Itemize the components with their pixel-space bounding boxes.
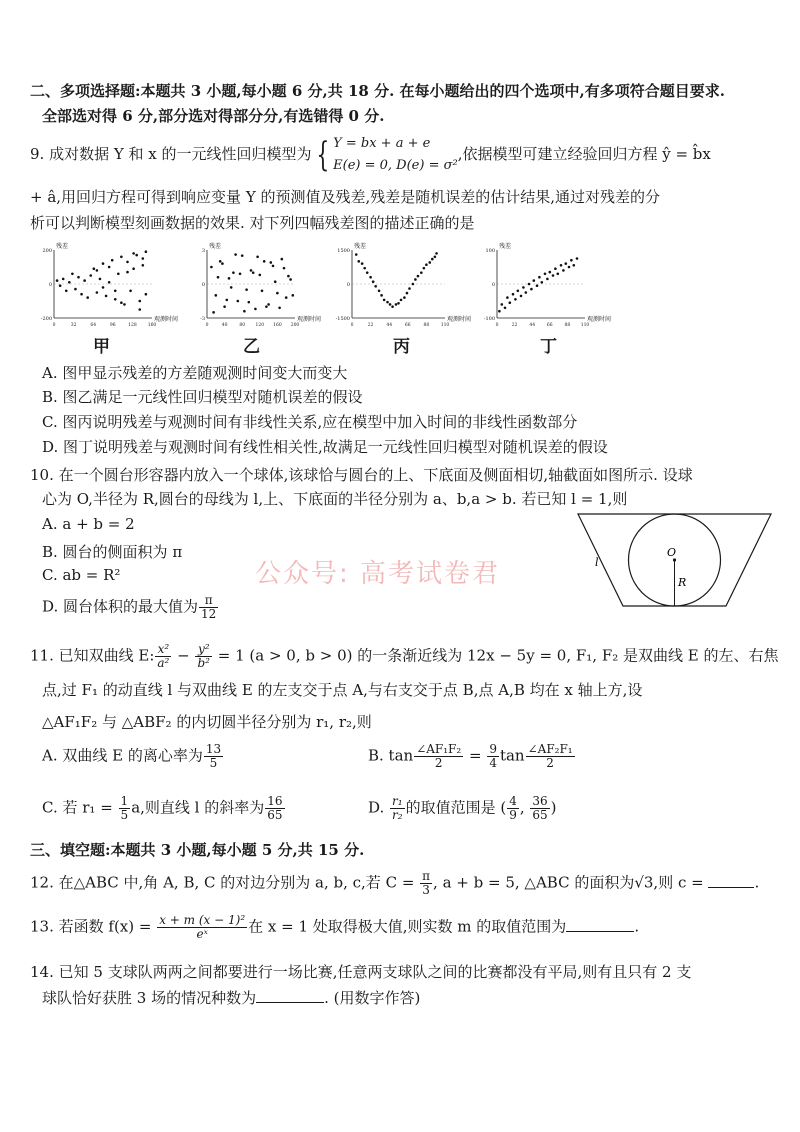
- q11-option-b: [368, 743, 576, 770]
- q14-answer-blank[interactable]: [256, 988, 324, 1003]
- data-point: [528, 283, 531, 286]
- q11-frac-y-den: b²: [197, 656, 210, 670]
- q11-option-c-mid: a,则直线 l 的斜率为: [131, 798, 265, 817]
- data-point: [212, 311, 215, 314]
- x-tick-label: 160: [147, 323, 157, 328]
- data-point: [210, 266, 213, 269]
- x-tick-label: 0: [52, 323, 56, 328]
- q11-option-c-n2: 16: [267, 794, 283, 808]
- x-axis-label: 观测时间: [587, 316, 612, 323]
- x-tick-label: 22: [511, 323, 518, 328]
- q11-option-b-tan2: tan: [499, 746, 525, 765]
- data-point: [102, 262, 105, 265]
- data-point: [434, 256, 437, 259]
- x-tick-label: 64: [90, 323, 97, 328]
- residual-plot-yi: [185, 240, 325, 332]
- x-tick-label: 96: [109, 323, 116, 328]
- data-point: [105, 295, 108, 298]
- q11-option-d-mid: 的取值范围是 (: [405, 798, 507, 817]
- data-point: [117, 273, 120, 276]
- q10-option-b: B. 圆台的侧面积为 π: [42, 543, 183, 561]
- y-tick-label: 200: [42, 248, 52, 254]
- x-tick-label: 66: [546, 323, 553, 328]
- data-point: [65, 290, 68, 293]
- q9-option-c: C. 图丙说明残差与观测时间有非线性关系,应在模型中加入时间的非线性函数部分: [42, 413, 578, 431]
- section3-title: 三、填空题:本题共 3 小题,每小题 5 分,共 15 分.: [30, 841, 365, 859]
- data-point: [99, 278, 102, 281]
- x-tick-label: 80: [239, 323, 246, 328]
- data-point: [562, 269, 565, 272]
- data-point: [93, 267, 96, 270]
- q11-option-d-d2: 9: [509, 808, 517, 822]
- q14-stem-line1: 14. 已知 5 支球队两两之间都要进行一场比赛,任意两支球队之间的比赛都没有平局,则有且只有 2 支: [30, 963, 692, 981]
- data-point: [265, 305, 268, 308]
- data-point: [428, 261, 431, 264]
- q11-option-b-n3: ∠AF₂F₁: [527, 742, 573, 756]
- q12-text-pre: 12. 在△ABC 中,角 A, B, C 的对边分别为 a, b, c,若 C =: [30, 873, 420, 892]
- x-tick-label: 66: [404, 323, 411, 328]
- q9-eq2: E(e) = 0, D(e) = σ²: [333, 158, 458, 173]
- x-tick-label: 200: [290, 323, 300, 328]
- data-point: [276, 292, 279, 295]
- data-point: [226, 299, 229, 302]
- data-point: [114, 290, 117, 293]
- data-point: [114, 298, 117, 301]
- y-tick-label: 0: [491, 282, 495, 288]
- data-point: [536, 284, 539, 287]
- q9-system: [333, 133, 458, 177]
- data-point: [243, 310, 246, 313]
- data-point: [417, 275, 420, 278]
- data-point: [281, 258, 284, 261]
- data-point: [292, 294, 295, 297]
- q13-text-pre: 13. 若函数 f(x) =: [30, 917, 157, 936]
- q11-minus: −: [172, 646, 195, 665]
- data-point: [538, 276, 541, 279]
- q11-option-d-frac3: [530, 795, 549, 822]
- q11-option-a: [42, 743, 224, 770]
- residual-plot-jia: [32, 240, 182, 332]
- q11-frac-x: [155, 643, 171, 670]
- data-point: [102, 286, 105, 289]
- data-point: [501, 303, 504, 306]
- q14-stem-line2: [42, 987, 420, 1008]
- q11-option-b-frac2: [487, 743, 499, 770]
- label-R: R: [678, 576, 687, 589]
- q11-frac-y-num: y²: [195, 643, 212, 657]
- q9-after: ,依据模型可建立经验回归方程 ŷ = b̂x: [457, 145, 711, 163]
- data-point: [520, 295, 523, 298]
- data-point: [256, 256, 259, 259]
- data-point: [389, 303, 392, 306]
- data-point: [270, 261, 273, 264]
- data-point: [138, 308, 141, 311]
- data-point: [232, 271, 235, 274]
- data-point: [504, 307, 507, 310]
- x-tick-label: 0: [205, 323, 209, 328]
- data-point: [145, 250, 148, 253]
- data-point: [250, 269, 253, 272]
- data-point: [380, 294, 383, 297]
- data-point: [217, 276, 220, 279]
- q12-den: 3: [422, 883, 430, 897]
- data-point: [274, 280, 277, 283]
- q11-option-d-n2: 4: [509, 794, 517, 808]
- q10-option-d: [42, 594, 219, 621]
- data-point: [374, 285, 377, 288]
- data-point: [285, 296, 288, 299]
- q11-option-c: [42, 795, 286, 822]
- data-point: [383, 299, 386, 302]
- data-point: [576, 257, 579, 260]
- q9-option-d: D. 图丁说明残差与观测时间有线性相关性,故满足一元线性回归模型对随机误差的假设: [42, 438, 608, 456]
- data-point: [498, 310, 501, 313]
- data-point: [62, 278, 65, 281]
- q13-end: .: [634, 917, 640, 936]
- q11-option-d-text: D.: [368, 798, 390, 817]
- q9-stem-line3: 析可以判断模型刻画数据的效果. 对下列四幅残差图的描述正确的是: [30, 214, 475, 232]
- q9-eq1: Y = bx + a + e: [333, 136, 431, 151]
- data-point: [108, 281, 111, 284]
- data-point: [546, 278, 549, 281]
- q11-option-b-text: B. tan: [368, 746, 414, 765]
- q11-option-c-d1: 5: [120, 808, 129, 822]
- x-tick-label: 120: [255, 323, 265, 328]
- data-point: [369, 276, 372, 279]
- data-point: [77, 276, 80, 279]
- q11-frac-y: [195, 643, 212, 670]
- q11-option-b-d1: 2: [434, 756, 443, 770]
- q12-num: π: [422, 869, 431, 883]
- q11-option-b-d3: 2: [546, 756, 554, 770]
- q11-option-d-end: ): [550, 798, 557, 817]
- data-point: [96, 291, 99, 294]
- y-tick-label: 0: [346, 282, 350, 288]
- q11-stem-line2: 点,过 F₁ 的动直线 l 与双曲线 E 的左支交于点 A,与右支交于点 B,点 A,B 均在 x 轴上方,设: [42, 681, 643, 699]
- residual-plot-ding: [475, 240, 615, 332]
- data-point: [541, 281, 544, 284]
- q11-option-a-fraction: [204, 743, 223, 770]
- x-tick-label: 88: [423, 323, 430, 328]
- data-point: [363, 267, 366, 270]
- y-axis-label: 残差: [354, 243, 367, 250]
- data-point: [278, 307, 281, 310]
- data-point: [261, 290, 264, 293]
- data-point: [357, 260, 360, 263]
- data-point: [509, 301, 512, 304]
- data-point: [391, 305, 394, 308]
- x-tick-label: 0: [495, 323, 499, 328]
- data-point: [138, 300, 141, 303]
- data-point: [554, 267, 557, 270]
- data-point: [71, 273, 74, 276]
- x-axis-label: 观测时间: [154, 316, 179, 323]
- q11-option-c-n1: 1: [120, 794, 129, 808]
- data-point: [111, 259, 114, 262]
- q11-rest1: = 1 (a > 0, b > 0) 的一条渐近线为 12x − 5y = 0, F₁, F₂ 是双曲线 E 的左、右焦: [212, 646, 779, 665]
- data-point: [560, 264, 563, 267]
- data-point: [414, 278, 417, 281]
- data-point: [142, 264, 145, 267]
- section2-title-line2: 全部选对得 6 分,部分选对得部分分,有选错得 0 分.: [42, 107, 385, 125]
- data-point: [378, 290, 381, 293]
- x-axis-label: 观测时间: [297, 316, 322, 323]
- data-point: [403, 296, 406, 299]
- q11-option-c-frac2: [265, 795, 284, 822]
- q10-option-c: C. ab = R²: [42, 566, 121, 584]
- q11-option-c-frac1: [119, 795, 131, 822]
- data-point: [74, 288, 77, 291]
- data-point: [254, 308, 257, 311]
- data-point: [89, 274, 92, 277]
- x-tick-label: 160: [273, 323, 282, 328]
- data-point: [120, 301, 123, 304]
- q11-option-b-eq: =: [464, 746, 487, 765]
- data-point: [215, 294, 218, 297]
- data-point: [283, 267, 286, 270]
- y-axis-label: 残差: [56, 243, 69, 250]
- data-point: [530, 288, 533, 291]
- q9-option-a: A. 图甲显示残差的方差随观测时间变大而变大: [42, 364, 348, 382]
- q10-stem-line1: 10. 在一个圆台形容器内放入一个球体,该球恰与圆台的上、下底面及侧面相切,轴截面如图所示. 设球: [30, 466, 693, 484]
- q13-fraction: [157, 914, 247, 941]
- q12-stem: [30, 870, 759, 897]
- q9-option-b: B. 图乙满足一元线性回归模型对随机误差的假设: [42, 388, 363, 406]
- q11-option-c-d2: 65: [267, 808, 283, 822]
- q10-option-d-text: D. 圆台体积的最大值为: [42, 597, 199, 616]
- data-point: [522, 286, 525, 289]
- data-point: [129, 290, 132, 293]
- q12-answer-blank[interactable]: [708, 873, 754, 888]
- y-tick-label: -100: [483, 316, 495, 322]
- q13-den: eˣ: [196, 927, 208, 941]
- y-axis-label: 残差: [499, 243, 512, 250]
- q11-option-d-n3: 36: [532, 794, 548, 808]
- y-tick-label: -200: [40, 316, 52, 322]
- data-point: [568, 266, 571, 269]
- watermark: 公众号: 高考试卷君: [255, 559, 501, 589]
- q11-option-c-text: C. 若 r₁ =: [42, 798, 118, 817]
- y-tick-label: 0: [48, 282, 52, 288]
- q11-option-b-d2: 4: [489, 756, 497, 770]
- data-point: [241, 254, 244, 257]
- data-point: [221, 262, 224, 265]
- plot-caption-ding: 丁: [540, 337, 557, 357]
- data-point: [552, 274, 555, 277]
- data-point: [400, 299, 403, 302]
- q11-option-a-den: 5: [209, 756, 218, 770]
- x-tick-label: 44: [386, 323, 393, 328]
- q11-option-b-n2: 9: [489, 742, 497, 756]
- data-point: [512, 293, 515, 296]
- data-point: [132, 267, 135, 270]
- q10-option-d-num: π: [199, 594, 218, 608]
- q12-fraction: [420, 870, 432, 897]
- plot-caption-jia: 甲: [93, 337, 110, 357]
- x-tick-label: 88: [564, 323, 571, 328]
- q13-stem: [30, 914, 639, 941]
- data-point: [263, 260, 266, 263]
- data-point: [570, 259, 573, 262]
- data-point: [68, 281, 71, 284]
- y-tick-label: -3: [200, 316, 205, 322]
- x-tick-label: 44: [529, 323, 536, 328]
- q10-option-d-fraction: [199, 594, 218, 621]
- plot-caption-bing: 丙: [393, 337, 410, 357]
- y-tick-label: -1500: [335, 316, 350, 322]
- q14-text-post: . (用数字作答): [324, 989, 421, 1007]
- data-point: [108, 266, 111, 269]
- q13-answer-blank[interactable]: [566, 917, 634, 932]
- q11-frac-x-num: x²: [155, 643, 171, 657]
- data-point: [420, 271, 423, 274]
- q11-option-d: [368, 795, 557, 822]
- data-point: [423, 267, 426, 270]
- data-point: [395, 303, 398, 306]
- y-axis-label: 残差: [209, 243, 222, 250]
- data-point: [533, 279, 536, 282]
- q14-text-pre: 球队恰好获胜 3 场的情况种数为: [42, 989, 257, 1007]
- data-point: [386, 301, 389, 304]
- q11-option-d-d1: r₂: [392, 808, 403, 822]
- data-point: [355, 253, 358, 256]
- q11-option-d-comma: ,: [519, 798, 530, 817]
- data-point: [135, 254, 138, 257]
- data-point: [56, 279, 59, 282]
- frustum-sphere-figure: [575, 510, 775, 610]
- data-point: [126, 261, 129, 264]
- data-point: [228, 277, 231, 280]
- data-point: [549, 271, 552, 274]
- data-point: [361, 262, 364, 265]
- q11-option-a-text: A. 双曲线 E 的离心率为: [42, 746, 203, 765]
- y-tick-label: 0: [201, 282, 205, 288]
- q10-option-d-den: 12: [201, 607, 217, 621]
- data-point: [248, 301, 251, 304]
- data-point: [397, 302, 400, 305]
- q11-option-b-frac1: [414, 743, 463, 770]
- data-point: [514, 298, 517, 301]
- q10-option-a: A. a + b = 2: [42, 515, 135, 533]
- x-tick-label: 22: [367, 323, 374, 328]
- data-point: [145, 293, 148, 296]
- data-point: [565, 262, 568, 265]
- y-tick-label: 3: [201, 248, 205, 254]
- plot-caption-yi: 乙: [243, 337, 260, 357]
- data-point: [525, 291, 528, 294]
- data-point: [252, 271, 255, 274]
- x-tick-label: 32: [70, 323, 77, 328]
- data-point: [234, 253, 237, 256]
- q11-option-a-num: 13: [205, 742, 222, 756]
- data-point: [406, 292, 409, 295]
- data-point: [272, 265, 275, 268]
- data-point: [267, 303, 270, 306]
- data-point: [59, 284, 62, 287]
- residual-plot-bing: [330, 240, 475, 332]
- data-point: [289, 278, 292, 281]
- data-point: [431, 258, 434, 261]
- q11-option-d-n1: r₁: [392, 794, 403, 808]
- data-point: [80, 293, 83, 296]
- data-point: [259, 274, 262, 277]
- data-point: [412, 283, 415, 286]
- data-point: [372, 280, 375, 283]
- q11-option-b-frac3: [526, 743, 575, 770]
- data-point: [425, 263, 428, 266]
- data-point: [83, 279, 86, 282]
- q11-stem-line1: [30, 643, 779, 670]
- data-point: [230, 286, 233, 289]
- x-axis-label: 观测时间: [447, 316, 472, 323]
- data-point: [219, 260, 222, 263]
- data-point: [86, 296, 89, 299]
- q9-brace: {: [315, 135, 329, 175]
- q12-text-post: , a + b = 5, △ABC 的面积为√3,则 c =: [433, 873, 709, 892]
- data-point: [223, 305, 226, 308]
- q13-num: x + m (x − 1)²: [159, 913, 246, 927]
- data-point: [517, 290, 520, 293]
- y-tick-label: 100: [485, 248, 495, 254]
- q13-text-post: 在 x = 1 处取得极大值,则实数 m 的取值范围为: [248, 917, 567, 936]
- q10-stem-line2: 心为 O,半径为 R,圆台的母线为 l,上、下底面的半径分别为 a、b,a > b. 若已知 l = 1,则: [42, 490, 628, 508]
- data-point: [239, 273, 242, 276]
- q11-option-d-d3: 65: [532, 808, 548, 822]
- label-l: l: [595, 556, 599, 569]
- q11-option-d-frac1: [390, 795, 405, 822]
- data-point: [142, 257, 145, 260]
- data-point: [132, 252, 135, 255]
- data-point: [557, 273, 560, 276]
- data-point: [126, 271, 129, 274]
- data-point: [120, 256, 123, 259]
- q12-end: .: [754, 873, 760, 892]
- q11-option-d-frac2: [507, 795, 519, 822]
- section2-title-line1: 二、多项选择题:本题共 3 小题,每小题 6 分,共 18 分. 在每小题给出的四个选项中,有多项符合题目要求.: [30, 82, 725, 100]
- data-point: [506, 296, 509, 299]
- data-point: [573, 264, 576, 267]
- q9-stem-line1: [30, 133, 711, 177]
- data-point: [366, 271, 369, 274]
- q9-lead: 9. 成对数据 Y 和 x 的一元线性回归模型为: [30, 145, 312, 163]
- data-point: [287, 275, 290, 278]
- data-point: [96, 269, 99, 272]
- q11-frac-x-den: a²: [157, 656, 170, 670]
- q11-stem-line3: △AF₁F₂ 与 △ABF₂ 的内切圆半径分别为 r₁, r₂,则: [42, 713, 372, 731]
- x-tick-label: 0: [350, 323, 354, 328]
- x-tick-label: 110: [440, 323, 450, 328]
- x-tick-label: 110: [580, 323, 590, 328]
- data-point: [245, 288, 248, 291]
- x-tick-label: 40: [221, 323, 228, 328]
- y-tick-label: 1500: [337, 248, 350, 254]
- q11-option-b-n1: ∠AF₁F₂: [416, 742, 462, 756]
- data-point: [237, 300, 240, 303]
- data-point: [408, 287, 411, 290]
- data-point: [123, 303, 126, 306]
- x-tick-label: 128: [128, 323, 137, 328]
- data-point: [435, 252, 438, 255]
- q9-stem-line2: + â,用回归方程可得到响应变量 Y 的预测值及残差,残差是随机误差的估计结果,通过对残差的分: [30, 188, 661, 206]
- q11-lead: 11. 已知双曲线 E:: [30, 646, 155, 665]
- data-point: [544, 273, 547, 276]
- label-O: O: [667, 546, 677, 559]
